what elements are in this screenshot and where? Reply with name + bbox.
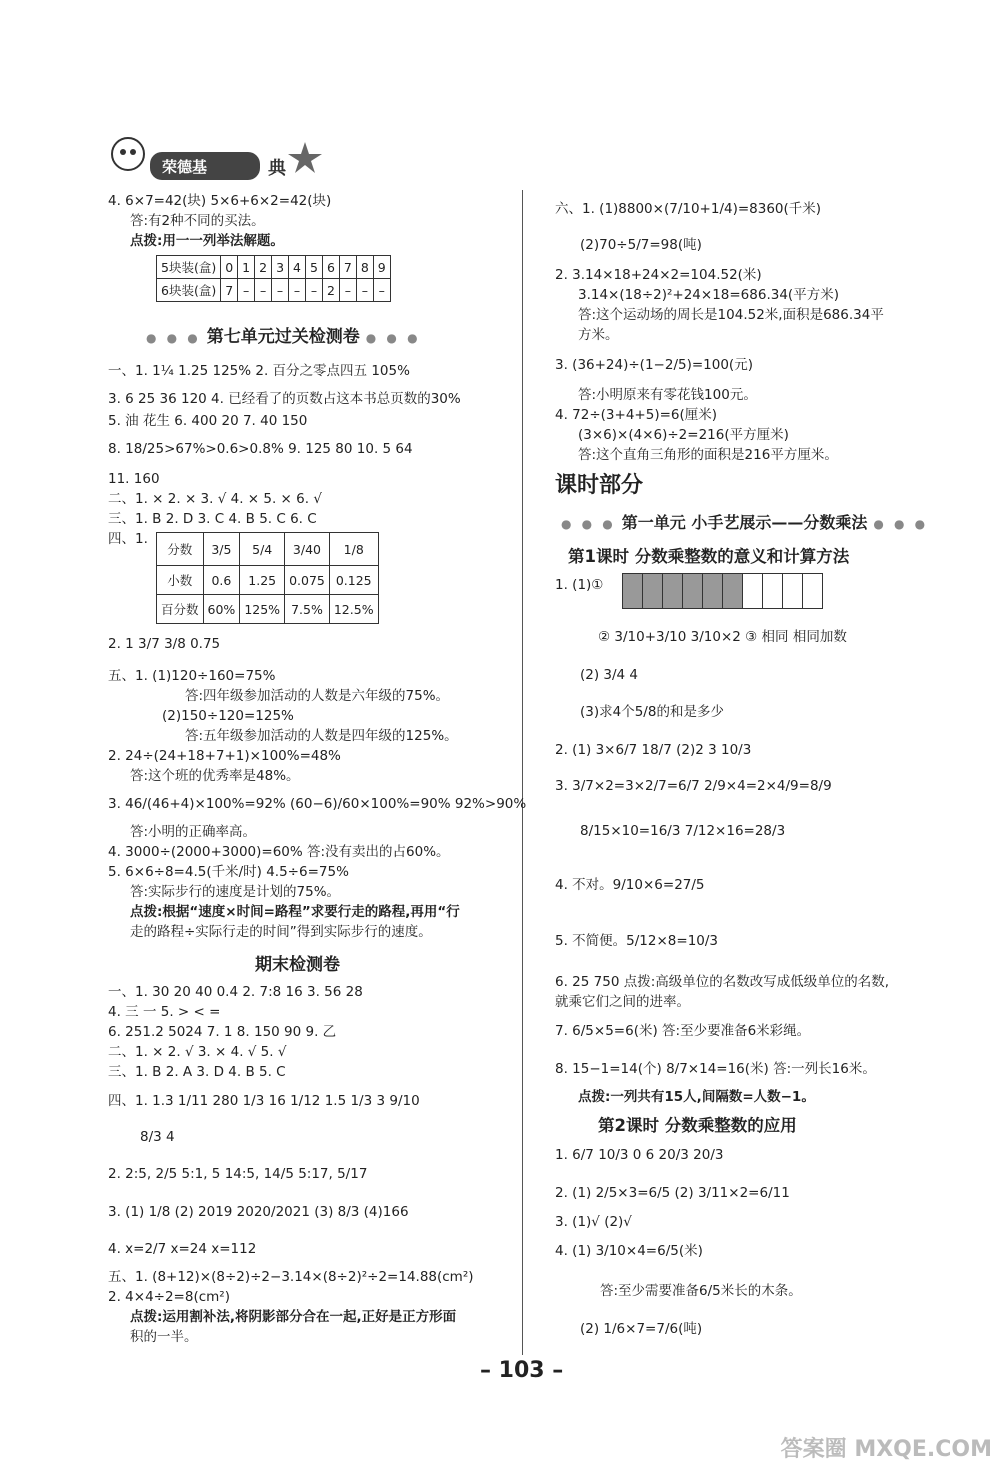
table-cell: 6块装(盒) [157,279,221,302]
tip-line: 点拨:一列共有15人,间隔数=人数−1。 [578,1089,815,1105]
answer-line: 3. (1) 1/8 (2) 2019 2020/2021 (3) 8/3 (4)166 [108,1204,409,1220]
table-cell: – [305,279,322,302]
table-cell: 7 [221,279,238,302]
answer-line: 二、1. × 2. × 3. √ 4. × 5. × 6. √ [108,491,322,507]
section-title: 期末检测卷 [255,955,340,975]
table-cell: 0 [221,256,238,279]
answer-line: 5. 不简便。5/12×8=10/3 [555,933,719,949]
table-cell: – [289,279,306,302]
answer-line: 5. 6×6÷8=4.5(千米/时) 4.5÷6=75% [108,864,349,880]
answer-line: 就乘它们之间的进率。 [555,994,690,1010]
answer-line: 三、1. B 2. A 3. D 4. B 5. C [108,1064,286,1080]
answer-line: 方米。 [578,327,619,343]
table-cell: 2 [322,279,339,302]
tip-line: 点拨:运用割补法,将阴影部分合在一起,正好是正方形面 [130,1309,457,1325]
watermark: 答案圈 MXQE.COM [780,1437,992,1462]
table-cell: 小数 [157,566,204,595]
table-cell: 8 [356,256,373,279]
answer-line: (2) 1/6×7=7/6(吨) [580,1321,703,1337]
table-cell: – [356,279,373,302]
table-cell: – [272,279,289,302]
section-title: ● ● ● 第七单元过关检测卷 ● ● ● [146,327,421,347]
answer-line: 7. 6/5×5=6(米) 答:至少要准备6米彩绳。 [555,1023,811,1039]
tip-line: 点拨:根据“速度×时间=路程”求要行走的路程,再用“行 [130,904,460,920]
table-row [157,566,379,595]
answer-line: 4. (1) 3/10×4=6/5(米) [555,1243,703,1259]
table-cell: 1 [238,256,255,279]
table-cell: 0.075 [285,566,330,595]
answer-line: 4. 三 一 5. > < = [108,1004,221,1020]
table-cell: 3 [272,256,289,279]
answer-line: 一、1. 30 20 40 0.4 2. 7:8 16 3. 56 28 [108,984,363,1000]
answer-line: 3. 46/(46+4)×100%=92% (60−6)/60×100%=90% 92%>90% [108,796,527,812]
answer-line: 6. 251.2 5024 7. 1 8. 150 90 9. 乙 [108,1024,337,1040]
table-cell: 60% [203,595,240,624]
table-conversion [156,532,379,624]
answer-line: 4. 72÷(3+4+5)=6(厘米) [555,407,718,423]
answer-line: 2. 2:5, 2/5 5:1, 5 14:5, 14/5 5:17, 5/17 [108,1166,368,1182]
answer-line: 答:四年级参加活动的人数是六年级的75%。 [185,688,450,704]
table-cell: 0.125 [329,566,378,595]
answer-line: 8/3 4 [140,1129,175,1145]
answer-line: 2. 3.14×18+24×2=104.52(米) [555,267,762,283]
lesson-title: 第1课时 分数乘整数的意义和计算方法 [568,547,850,566]
answer-line: 五、1. (8+12)×(8÷2)÷2−3.14×(8÷2)²÷2=14.88(cm²) [108,1269,474,1285]
answer-line: 答:这个班的优秀率是48%。 [130,768,300,784]
section-title: ● ● ● 第一单元 小手艺展示——分数乘法 ● ● ● [561,513,929,532]
table-cell: 1.25 [240,566,285,595]
brand-logo-icon [100,132,340,188]
table-boxes [156,255,391,302]
answer-line: 4. 6×7=42(块) 5×6+6×2=42(块) [108,193,332,209]
table-cell: 百分数 [157,595,204,624]
answer-line: 4. 3000÷(2000+3000)=60% 答:没有卖出的占60%。 [108,844,450,860]
table-cell: 7.5% [285,595,330,624]
answer-line: ② 3/10+3/10 3/10×2 ③ 相同 相同加数 [598,629,847,645]
answer-line: 3.14×(18÷2)²+24×18=686.34(平方米) [578,287,839,303]
answer-line: 2. 24÷(24+18+7+1)×100%=48% [108,748,341,764]
table-cell: – [373,279,390,302]
table-cell: 12.5% [329,595,378,624]
tip-line: 点拨:用一一列举法解题。 [130,233,284,249]
table-cell: 5块装(盒) [157,256,221,279]
answer-line: 2. 4×4÷2=8(cm²) [108,1289,230,1305]
table-row [157,533,379,566]
column-divider [522,190,523,1355]
answer-line: 六、1. (1)8800×(7/10+1/4)=8360(千米) [555,201,822,217]
table-cell: 6 [322,256,339,279]
answer-line: 1. (1)① [555,577,604,593]
answer-line: 8. 18/25>67%>0.6>0.8% 9. 125 80 10. 5 64 [108,441,413,457]
answer-line: 2. (1) 3×6/7 18/7 (2)2 3 10/3 [555,742,752,758]
answer-line: 3. 3/7×2=3×2/7=6/7 2/9×4=2×4/9=8/9 [555,778,832,794]
table-row [157,256,391,279]
fraction-strip [622,573,823,609]
table-cell: 3/40 [285,533,330,566]
page-number: – 103 – [480,1358,564,1383]
table-cell: 7 [339,256,356,279]
table-cell: 2 [255,256,272,279]
answer-line: 答:实际步行的速度是计划的75%。 [130,884,341,900]
table-cell: 125% [240,595,285,624]
answer-line: 6. 25 750 点拨:高级单位的名数改写成低级单位的名数, [555,974,890,990]
table-row [157,279,391,302]
table-cell: 1/8 [329,533,378,566]
table-cell: – [255,279,272,302]
answer-line: 1. 6/7 10/3 0 6 20/3 20/3 [555,1147,724,1163]
answer-line: 一、1. 1¼ 1.25 125% 2. 百分之零点四五 105% [108,363,410,379]
answer-line: 3. (36+24)÷(1−2/5)=100(元) [555,357,753,373]
table-cell: – [238,279,255,302]
answer-line: 答:有2种不同的买法。 [130,213,265,229]
answer-line: 答:小明原来有零花钱100元。 [578,387,757,403]
answer-line: 8. 15−1=14(个) 8/7×14=16(米) 答:一列长16米。 [555,1061,876,1077]
table-cell: 3/5 [203,533,240,566]
table-cell: 0.6 [203,566,240,595]
answer-line: 答:五年级参加活动的人数是四年级的125%。 [185,728,458,744]
answer-line: (2) 3/4 4 [580,667,639,683]
answer-line: 4. 不对。9/10×6=27/5 [555,877,705,893]
answer-line: (2)70÷5/7=98(吨) [580,237,702,253]
lesson-title: 第2课时 分数乘整数的应用 [598,1116,797,1135]
answer-line: 3. (1)√ (2)√ [555,1214,632,1230]
answer-line: 2. (1) 2/5×3=6/5 (2) 3/11×2=6/11 [555,1185,790,1201]
tip-line: 积的一半。 [130,1329,198,1345]
answer-line: 11. 160 [108,471,160,487]
answer-line: 答:这个直角三角形的面积是216平方厘米。 [578,447,838,463]
table-cell: 5/4 [240,533,285,566]
answer-line: 四、1. [108,531,148,547]
table-cell: – [339,279,356,302]
tip-line: 走的路程÷实际行走的时间”得到实际步行的速度。 [130,924,432,940]
table-cell: 9 [373,256,390,279]
answer-line: 3. 6 25 36 120 4. 已经看了的页数占这本书总页数的30% [108,391,461,407]
answer-line: 四、1. 1.3 1/11 280 1/3 16 1/12 1.5 1/3 3 9/10 [108,1093,420,1109]
table-cell: 4 [289,256,306,279]
brand-name: 荣德基 [162,158,208,176]
answer-line: 五、1. (1)120÷160=75% [108,668,276,684]
table-row [157,595,379,624]
answer-line: (3×6)×(4×6)÷2=216(平方厘米) [578,427,789,443]
answer-line: 8/15×10=16/3 7/12×16=28/3 [580,823,786,839]
brand-header [100,132,340,188]
brand-sub: 典 [268,158,286,179]
answer-line: 答:小明的正确率高。 [130,824,257,840]
answer-line: 5. 油 花生 6. 400 20 7. 40 150 [108,413,308,429]
table-cell: 分数 [157,533,204,566]
answer-line: 4. x=2/7 x=24 x=112 [108,1241,257,1257]
answer-line: 答:至少需要准备6/5米长的木条。 [600,1283,802,1299]
answer-line: 三、1. B 2. D 3. C 4. B 5. C 6. C [108,511,317,527]
answer-line: 答:这个运动场的周长是104.52米,面积是686.34平 [578,307,884,323]
table-cell: 5 [305,256,322,279]
answer-line: 二、1. × 2. √ 3. × 4. √ 5. √ [108,1044,287,1060]
part-title: 课时部分 [555,473,644,498]
answer-line: (3)求4个5/8的和是多少 [580,704,724,720]
answer-line: (2)150÷120=125% [162,708,294,724]
answer-line: 2. 1 3/7 3/8 0.75 [108,636,221,652]
